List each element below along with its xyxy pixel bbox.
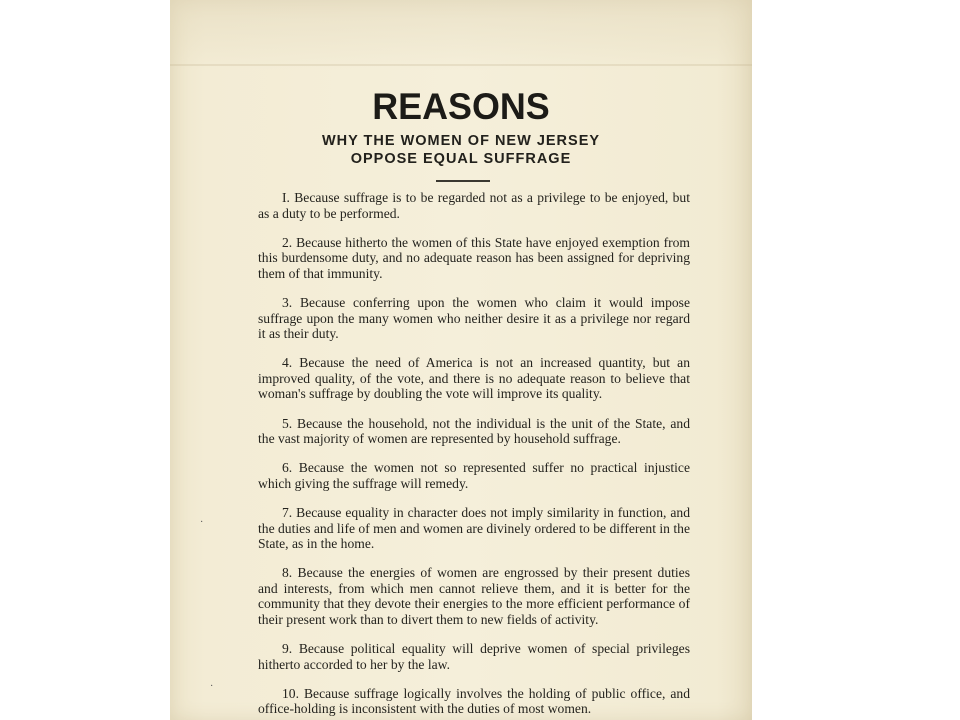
ink-speck: · xyxy=(210,681,214,692)
paper-fold-crease xyxy=(170,64,752,66)
document-page xyxy=(170,0,752,720)
reason-item-10: 10. Because suffrage logically involves the holding of public office, and office-holding is inconsistent with the duties of most women. xyxy=(258,685,690,717)
reason-item-4: 4. Because the need of America is not an increased quantity, but an improved quality, of the vote, and there is no adequate reason to believe that woman's suffrage by doubling the vote will improve its quality. xyxy=(258,355,690,402)
reason-item-3: 3. Because conferring upon the women who claim it would impose suffrage upon the many women who neither desire it as a privilege nor regard it as their duty. xyxy=(258,294,690,342)
reason-item-6: 6. Because the women not so represented suffer no practical injustice which giving the suffrage will remedy. xyxy=(258,460,690,491)
document-subtitle-line-2: OPPOSE EQUAL SUFFRAGE xyxy=(350,151,572,167)
reason-item-5: 5. Because the household, not the individual is the unit of the State, and the vast majority of women are represented by household suffrage. xyxy=(258,415,690,447)
reason-item-7: 7. Because equality in character does not imply similarity in function, and the duties and life of men and women are divinely ordered to be different in the State, as in the home. xyxy=(258,504,690,552)
reason-item-9: 9. Because political equality will deprive women of special privileges hitherto accorded to her by the law. xyxy=(258,641,690,672)
reasons-list xyxy=(258,190,690,720)
reason-item-2: 2. Because hitherto the women of this State have enjoyed exemption from this burdensome duty, and no adequate reason has been assigned for depriving them of that immunity. xyxy=(258,234,690,281)
document-subtitle-line-1: WHY THE WOMEN OF NEW JERSEY xyxy=(321,133,601,149)
document-title: REASONS xyxy=(372,86,550,127)
ink-speck: · xyxy=(200,517,204,528)
reason-item-1: I. Because suffrage is to be regarded not as a privilege to be enjoyed, but as a duty to be performed. xyxy=(258,190,690,221)
title-divider-rule xyxy=(436,180,490,182)
reason-item-8: 8. Because the energies of women are engrossed by their present duties and interests, from which men cannot relieve them, and it is better for the community that they devote their energies to the more efficient performance of their present work than to divert them to new fields of activity. xyxy=(258,565,690,627)
